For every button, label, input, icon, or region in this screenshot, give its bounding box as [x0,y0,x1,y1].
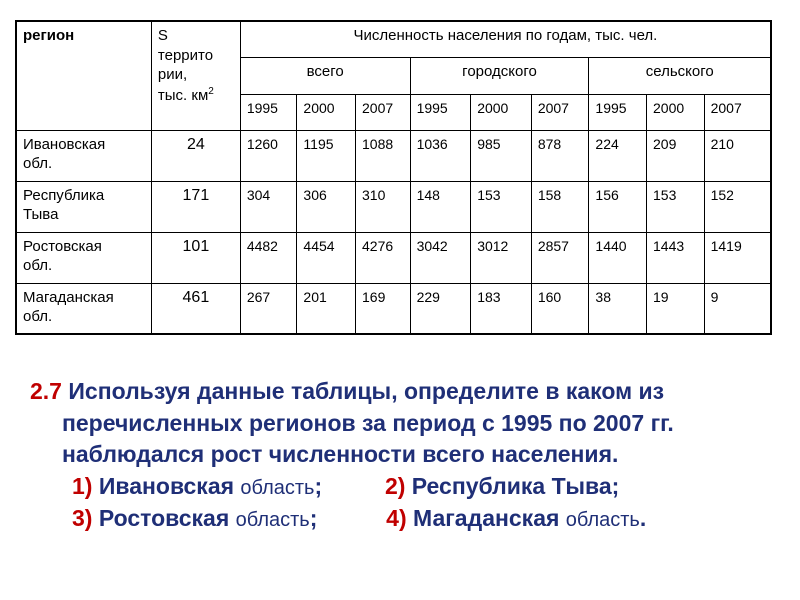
table-row [16,130,771,181]
header-year: 2000 [471,94,532,130]
table-cell: 201 [297,283,356,334]
header-region: регион [16,21,151,130]
table-cell: 4454 [297,232,356,283]
header-year: 2007 [531,94,589,130]
table-cell: 229 [410,283,471,334]
table-cell: 158 [531,181,589,232]
header-year: 2007 [704,94,771,130]
table-cell: 38 [589,283,647,334]
table-cell: 210 [704,130,771,181]
table-cell: 1419 [704,232,771,283]
answer-option-1[interactable]: 1) Ивановская область; [72,473,323,500]
answer-option-4[interactable]: 4) Магаданская область. [386,504,647,531]
table-cell: 1195 [297,130,356,181]
table-cell: 148 [410,181,471,232]
header-group-total: всего [240,57,410,94]
options-line [30,503,790,535]
table-cell: 1440 [589,232,647,283]
options-line [30,471,790,503]
table-cell: 304 [240,181,297,232]
population-table [15,20,772,335]
table-cell: 267 [240,283,297,334]
region-name: Ростовская обл. [16,232,151,283]
header-year: 2007 [356,94,411,130]
header-population: Численность населения по годам, тыс. чел. [240,21,771,57]
header-area: S террито рии, тыс. $км^2$ [151,21,240,130]
table-cell: 3012 [471,232,532,283]
table-cell: 19 [647,283,705,334]
question-text: Используя данные таблицы, определите в каком из [68,378,665,404]
table-cell: 2857 [531,232,589,283]
table-cell: 156 [589,181,647,232]
table-cell: 1036 [410,130,471,181]
answer-option-3[interactable]: 3) Ростовская область; [72,504,318,531]
header-year: 1995 [589,94,647,130]
table-cell: 3042 [410,232,471,283]
table-cell: 306 [297,181,356,232]
table-cell: 152 [704,181,771,232]
table-cell: 224 [589,130,647,181]
region-name: Ивановская обл. [16,130,151,181]
header-year: 1995 [240,94,297,130]
table-row [16,283,771,334]
table-cell: 209 [647,130,705,181]
region-area: 24 [151,130,240,181]
region-name: Магаданская обл. [16,283,151,334]
table-cell: 183 [471,283,532,334]
table-cell: 9 [704,283,771,334]
header-year: 2000 [297,94,356,130]
table-row [16,181,771,232]
region-area: 171 [151,181,240,232]
table-cell: 153 [471,181,532,232]
table-cell: 4276 [356,232,411,283]
header-year: 2000 [647,94,705,130]
question-line: наблюдался рост численности всего населения. [62,441,619,468]
task-block [30,376,790,535]
table-cell: 4482 [240,232,297,283]
table-cell: 1088 [356,130,411,181]
header-group-rural: сельского [589,57,771,94]
table-cell: 169 [356,283,411,334]
table-cell: 985 [471,130,532,181]
region-name: Республика Тыва [16,181,151,232]
region-area: 461 [151,283,240,334]
table-cell: 310 [356,181,411,232]
header-year: 1995 [410,94,471,130]
table-cell: 1443 [647,232,705,283]
table-cell: 153 [647,181,705,232]
answer-option-2[interactable]: 2) Республика Тыва; [384,473,620,500]
table-row [16,232,771,283]
header-group-urban: городского [410,57,589,94]
table-cell: 160 [531,283,589,334]
table-cell: 878 [531,130,589,181]
question-line: перечисленных регионов за период с 1995 по 2007 гг. [62,409,674,436]
table-cell: 1260 [240,130,297,181]
region-area: 101 [151,232,240,283]
question-line [30,376,790,408]
task-number: 2.7 [30,378,62,404]
